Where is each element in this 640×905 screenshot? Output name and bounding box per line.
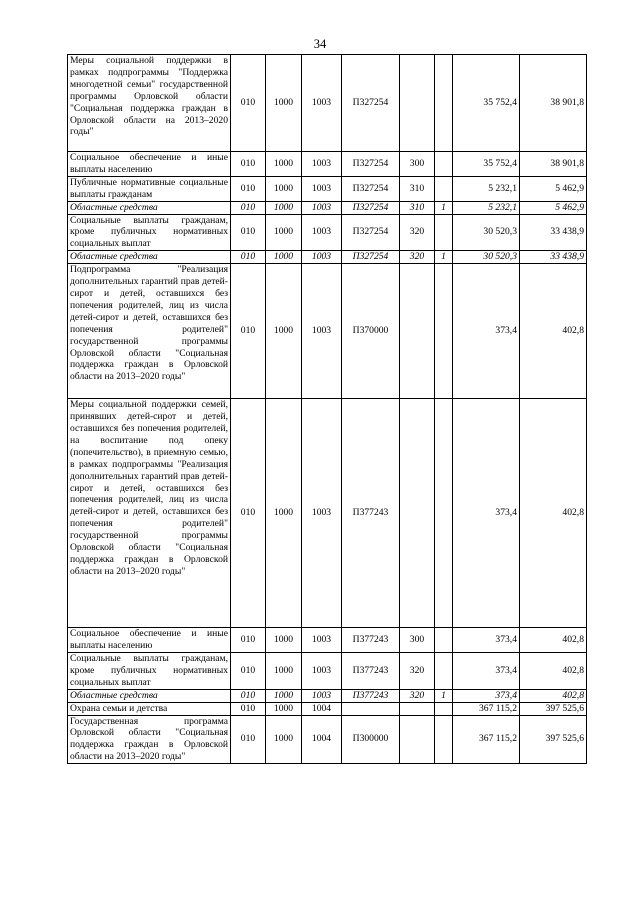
budget-table-body [68,55,587,764]
row-code-ministry: 010 [231,689,266,702]
table-row [68,251,587,264]
row-code-section: 1000 [266,251,302,264]
row-amount-1: 373,4 [453,399,520,628]
row-amount-2: 402,8 [520,689,587,702]
row-code-expense-type: 320 [400,251,435,264]
row-amount-2: 402,8 [520,399,587,628]
row-code-source [435,628,453,653]
row-code-source [435,652,453,689]
row-name: Областные средства [68,251,231,264]
row-code-subsection: 1003 [302,399,342,628]
row-amount-2: 5 462,9 [520,201,587,214]
row-code-subsection: 1004 [302,715,342,764]
row-amount-1: 367 115,2 [453,702,520,715]
row-code-section: 1000 [266,201,302,214]
row-code-section: 1000 [266,399,302,628]
row-name: Публичные нормативные социальные выплаты гражданам [68,176,231,201]
row-code-target [342,702,400,715]
row-code-ministry: 010 [231,55,266,152]
row-code-expense-type: 310 [400,176,435,201]
row-code-target: П377243 [342,652,400,689]
row-code-expense-type: 320 [400,214,435,251]
table-row [68,702,587,715]
row-code-ministry: 010 [231,652,266,689]
row-name: Государственная программа Орловской области "Социальная поддержка граждан в Орловской области на 2013–2020 годы" [68,715,231,764]
row-code-target: П327254 [342,176,400,201]
row-code-expense-type [400,715,435,764]
row-code-subsection: 1003 [302,214,342,251]
row-code-target: П327254 [342,152,400,177]
row-amount-1: 30 520,3 [453,251,520,264]
row-code-section: 1000 [266,628,302,653]
row-name: Охрана семьи и детства [68,702,231,715]
table-row [68,152,587,177]
row-amount-1: 373,4 [453,264,520,399]
row-amount-2: 5 462,9 [520,176,587,201]
row-code-ministry: 010 [231,715,266,764]
row-code-subsection: 1003 [302,264,342,399]
row-code-source [435,264,453,399]
row-code-section: 1000 [266,214,302,251]
row-code-ministry: 010 [231,251,266,264]
row-code-section: 1000 [266,152,302,177]
row-code-subsection: 1003 [302,55,342,152]
table-row [68,214,587,251]
row-code-target: П327254 [342,55,400,152]
row-amount-2: 33 438,9 [520,214,587,251]
row-code-section: 1000 [266,689,302,702]
row-code-ministry: 010 [231,201,266,214]
row-code-target: П327254 [342,201,400,214]
row-code-target: П300000 [342,715,400,764]
row-code-source [435,702,453,715]
row-name: Областные средства [68,201,231,214]
row-name: Подпрограмма "Реализация дополнительных гарантий прав детей-сирот и детей, оставшихся без попечения родителей, лиц из числа детей-сирот и детей, оставшихся без попечения родителей" государственной программы Орловской области "Социальная поддержка граждан в Орловской области на 2013–2020 годы" [68,264,231,399]
table-row [68,628,587,653]
row-code-source: 1 [435,689,453,702]
row-code-expense-type [400,55,435,152]
row-code-section: 1000 [266,55,302,152]
row-code-target: П377243 [342,628,400,653]
table-row [68,176,587,201]
row-code-target: П327254 [342,251,400,264]
table-row [68,399,587,628]
row-code-expense-type: 310 [400,201,435,214]
row-amount-1: 30 520,3 [453,214,520,251]
row-amount-2: 402,8 [520,264,587,399]
row-code-ministry: 010 [231,214,266,251]
row-amount-2: 38 901,8 [520,152,587,177]
row-code-subsection: 1003 [302,201,342,214]
row-code-source [435,55,453,152]
row-code-subsection: 1003 [302,652,342,689]
row-amount-1: 35 752,4 [453,152,520,177]
row-code-source [435,152,453,177]
row-code-ministry: 010 [231,628,266,653]
row-code-section: 1000 [266,176,302,201]
table-row [68,55,587,152]
row-code-source [435,715,453,764]
row-code-subsection: 1003 [302,628,342,653]
row-code-ministry: 010 [231,399,266,628]
row-code-subsection: 1003 [302,152,342,177]
row-name: Социальные выплаты гражданам, кроме публичных нормативных социальных выплат [68,652,231,689]
row-code-section: 1000 [266,264,302,399]
row-amount-1: 35 752,4 [453,55,520,152]
row-name: Меры социальной поддержки в рамках подпрограммы "Поддержка многодетной семьи" государственной программы Орловской области "Социальная поддержка граждан в Орловской области на 2013–2020 годы" [68,55,231,152]
row-code-subsection: 1003 [302,176,342,201]
row-code-expense-type [400,264,435,399]
row-code-source [435,214,453,251]
row-code-expense-type: 300 [400,152,435,177]
row-code-target: П377243 [342,689,400,702]
row-code-target: П370000 [342,264,400,399]
row-code-ministry: 010 [231,702,266,715]
row-amount-2: 397 525,6 [520,715,587,764]
row-amount-1: 5 232,1 [453,201,520,214]
page-number: 34 [313,37,327,51]
row-code-source [435,176,453,201]
row-code-subsection: 1003 [302,251,342,264]
table-row [68,715,587,764]
row-code-expense-type: 320 [400,652,435,689]
row-name: Социальное обеспечение и иные выплаты населению [68,152,231,177]
row-amount-2: 397 525,6 [520,702,587,715]
row-code-expense-type: 300 [400,628,435,653]
row-amount-2: 38 901,8 [520,55,587,152]
row-amount-2: 402,8 [520,628,587,653]
budget-table [67,54,587,764]
row-code-section: 1000 [266,652,302,689]
row-name: Социальное обеспечение и иные выплаты населению [68,628,231,653]
table-row [68,652,587,689]
row-name: Меры социальной поддержки семей, принявших детей-сирот и детей, оставшихся без попечения родителей, на воспитание под опеку (попечительство), в приемную семью, в рамках подпрограммы "Реализация дополнительных гарантий прав детей-сирот и детей, оставшихся без попечения родителей, лиц из числа детей-сирот и детей, оставшихся без попечения родителей" государственной программы Орловской области "Социальная поддержка граждан в Орловской области на 2013–2020 годы" [68,399,231,628]
table-row [68,201,587,214]
row-amount-1: 5 232,1 [453,176,520,201]
table-row [68,264,587,399]
row-code-subsection: 1003 [302,689,342,702]
row-code-source: 1 [435,251,453,264]
row-amount-1: 373,4 [453,652,520,689]
row-code-target: П327254 [342,214,400,251]
row-code-expense-type [400,702,435,715]
row-code-subsection: 1004 [302,702,342,715]
row-code-expense-type: 320 [400,689,435,702]
row-code-ministry: 010 [231,264,266,399]
row-amount-1: 373,4 [453,689,520,702]
row-amount-2: 402,8 [520,652,587,689]
table-row [68,689,587,702]
row-code-ministry: 010 [231,176,266,201]
row-code-target: П377243 [342,399,400,628]
row-name: Областные средства [68,689,231,702]
row-code-ministry: 010 [231,152,266,177]
row-code-expense-type [400,399,435,628]
row-amount-1: 367 115,2 [453,715,520,764]
row-amount-1: 373,4 [453,628,520,653]
row-code-section: 1000 [266,702,302,715]
row-code-section: 1000 [266,715,302,764]
row-code-source [435,399,453,628]
row-name: Социальные выплаты гражданам, кроме публичных нормативных социальных выплат [68,214,231,251]
row-code-source: 1 [435,201,453,214]
row-amount-2: 33 438,9 [520,251,587,264]
